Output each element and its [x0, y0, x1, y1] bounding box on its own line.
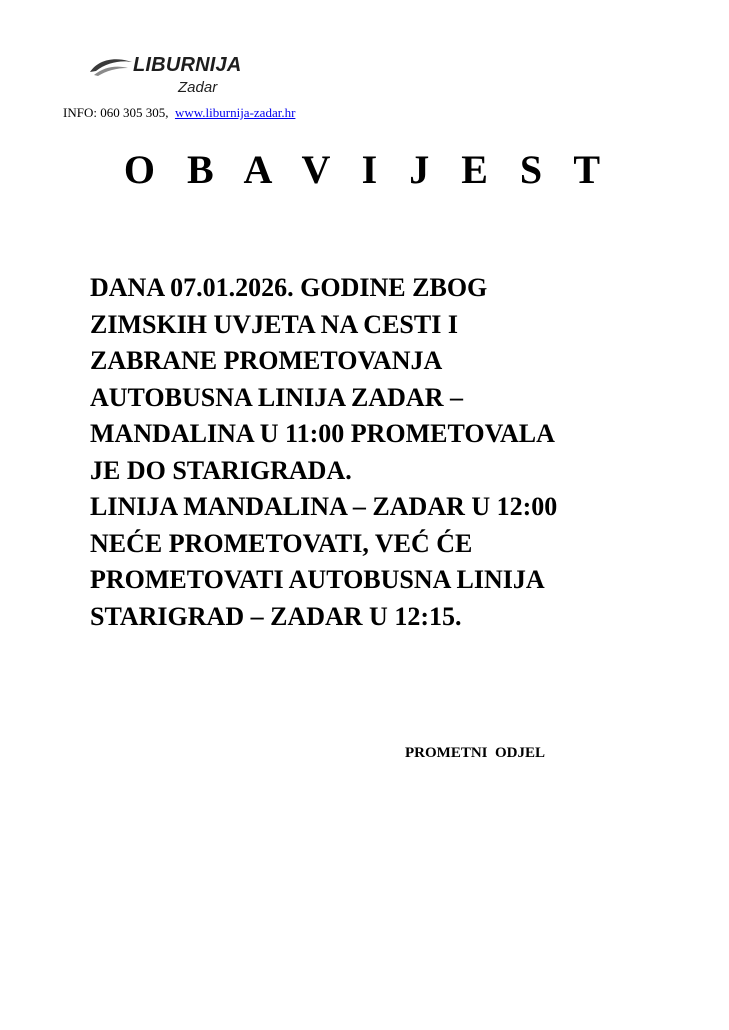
company-logo — [88, 52, 268, 106]
info-phone: INFO: 060 305 305, — [63, 105, 169, 120]
signature-department: PROMETNI ODJEL — [405, 745, 546, 761]
info-line — [63, 105, 295, 121]
logo-name: LIBURNIJA — [133, 54, 242, 76]
notice-line: JE DO STARIGRADA. — [90, 455, 352, 485]
notice-line: LINIJA MANDALINA – ZADAR U 12:00 — [90, 492, 558, 521]
notice-line: MANDALINA U 11:00 PROMETOVALA — [90, 419, 555, 448]
notice-title: O B A V I J E S T — [123, 147, 612, 192]
dolphin-swoosh-logo-icon — [88, 56, 136, 78]
notice-line: AUTOBUSNA LINIJA ZADAR – — [90, 382, 463, 412]
notice-line: PROMETOVATI AUTOBUSNA LINIJA — [90, 565, 545, 594]
notice-line: ZIMSKIH UVJETA NA CESTI I — [90, 309, 458, 339]
notice-line: DANA 07.01.2026. GODINE ZBOG — [90, 273, 488, 302]
notice-line: NEĆE PROMETOVATI, VEĆ ĆE — [90, 528, 473, 558]
notice-line: STARIGRAD – ZADAR U 12:15. — [90, 601, 462, 631]
logo-subtitle: Zadar — [178, 79, 218, 96]
notice-line: ZABRANE PROMETOVANJA — [90, 346, 443, 375]
website-link[interactable]: www.liburnija-zadar.hr — [174, 105, 296, 120]
notice-body — [90, 270, 690, 635]
